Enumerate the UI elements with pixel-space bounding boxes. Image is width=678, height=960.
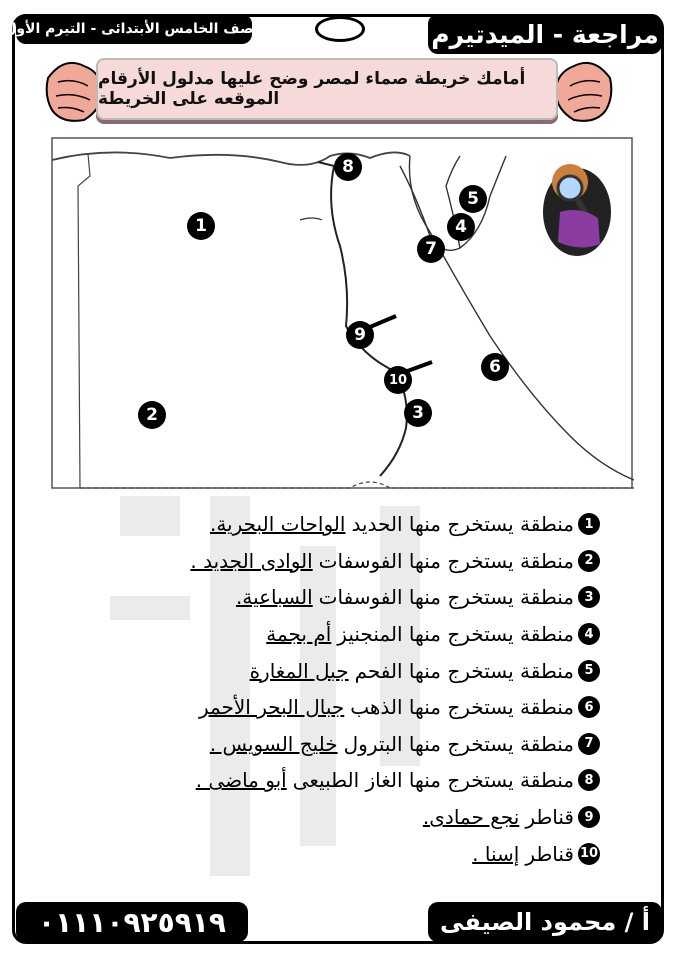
map-marker-1: 1 xyxy=(187,212,215,240)
map-marker-2: 2 xyxy=(138,401,166,429)
item-text: منطقة يستخرج منها الذهب xyxy=(350,695,574,720)
item-answer: جبال البحر الأحمر xyxy=(198,695,345,720)
item-text: منطقة يستخرج منها المنجنيز xyxy=(337,622,574,647)
item-text: منطقة يستخرج منها البترول xyxy=(343,731,574,756)
item-number: 10 xyxy=(578,843,600,865)
magnifier-mascot-icon xyxy=(540,152,614,258)
map-marker-8: 8 xyxy=(334,153,362,181)
item-text: قناطر xyxy=(525,841,574,866)
list-item xyxy=(80,762,600,799)
map-marker-6: 6 xyxy=(481,353,509,381)
item-text: منطقة يستخرج منها الحديد xyxy=(351,512,574,537)
list-item xyxy=(80,689,600,726)
item-text: منطقة يستخرج منها الفوسفات xyxy=(318,585,574,610)
instruction-banner: أمامك خريطة صماء لمصر وضح عليها مدلول الأرقام الموقعه على الخريطة xyxy=(96,58,558,120)
list-item xyxy=(80,506,600,543)
item-answer: الواحات البحرية. xyxy=(209,512,346,537)
item-answer: أبو ماضى . xyxy=(195,768,287,793)
header-ornament xyxy=(315,16,365,42)
item-text: قناطر xyxy=(525,805,574,830)
answers-list xyxy=(80,506,600,872)
map-marker-4: 4 xyxy=(447,213,475,241)
map-marker-5: 5 xyxy=(459,185,487,213)
item-answer: إسنا . xyxy=(472,841,520,866)
item-number: 4 xyxy=(578,623,600,645)
list-item xyxy=(80,652,600,689)
pointing-hand-icon xyxy=(552,52,614,126)
item-answer: الوادى الجديد . xyxy=(190,548,313,573)
phone-number: ٠١١١٠٩٢٥٩١٩ xyxy=(16,902,248,942)
list-item xyxy=(80,835,600,872)
list-item xyxy=(80,579,600,616)
item-number: 3 xyxy=(578,586,600,608)
item-answer: أم بجمة xyxy=(266,622,332,647)
item-answer: السباعية. xyxy=(236,585,313,610)
header-title: مراجعة - الميدتيرم xyxy=(428,14,662,54)
item-number: 9 xyxy=(578,806,600,828)
map-marker-7: 7 xyxy=(417,235,445,263)
item-answer: نجع حمادى. xyxy=(422,805,520,830)
map-marker-10: 10 xyxy=(384,366,412,394)
item-text: منطقة يستخرج منها الغاز الطبيعى xyxy=(292,768,574,793)
item-text: منطقة يستخرج منها الفحم xyxy=(354,658,574,683)
item-text: منطقة يستخرج منها الفوسفات xyxy=(318,548,574,573)
map-marker-3: 3 xyxy=(404,399,432,427)
item-number: 8 xyxy=(578,769,600,791)
item-answer: جبل المغارة xyxy=(249,658,349,683)
item-answer: خليج السويس . xyxy=(209,731,338,756)
list-item xyxy=(80,543,600,580)
list-item xyxy=(80,799,600,836)
author-name: أ / محمود الصيفى xyxy=(428,902,662,942)
list-item xyxy=(80,616,600,653)
item-number: 7 xyxy=(578,733,600,755)
map-marker-9: 9 xyxy=(346,321,374,349)
grade-term-label: الصف الخامس الأبتدائى - التيرم الأول xyxy=(16,14,252,44)
item-number: 1 xyxy=(578,513,600,535)
item-number: 6 xyxy=(578,696,600,718)
item-number: 5 xyxy=(578,660,600,682)
item-number: 2 xyxy=(578,550,600,572)
list-item xyxy=(80,726,600,763)
